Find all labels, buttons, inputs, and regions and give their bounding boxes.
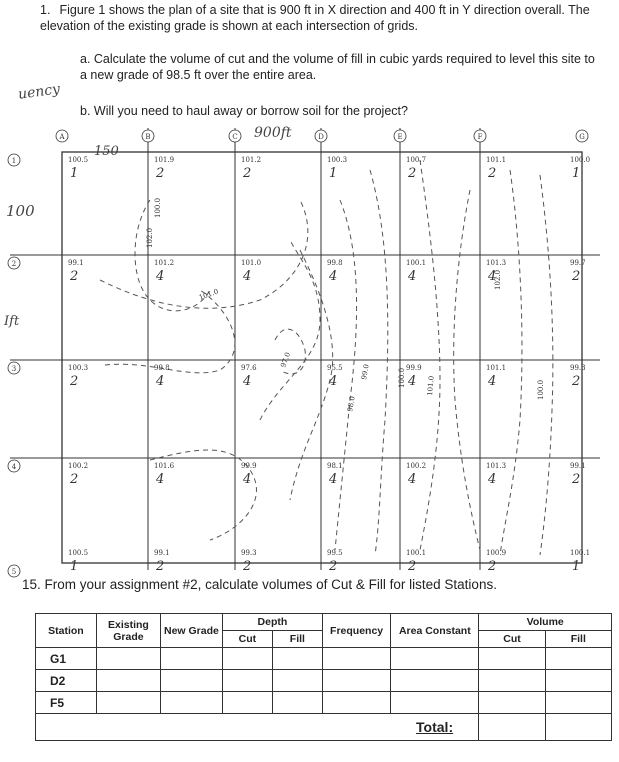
input-cell[interactable] bbox=[391, 648, 479, 670]
elevation-value: 101.0 bbox=[241, 259, 262, 267]
grid-multiplier: 2 bbox=[329, 559, 338, 574]
input-cell[interactable] bbox=[479, 670, 545, 692]
grid-multiplier: 2 bbox=[408, 166, 417, 181]
header-new-grade: New Grade bbox=[160, 614, 222, 648]
column-label: B bbox=[145, 133, 151, 141]
total-fill-cell[interactable] bbox=[545, 714, 611, 741]
grid-multiplier: 1 bbox=[329, 166, 338, 181]
header-station: Station bbox=[36, 614, 97, 648]
total-spacer bbox=[36, 714, 391, 741]
table-row bbox=[36, 692, 612, 714]
grid-multiplier: 2 bbox=[243, 166, 252, 181]
header-volume-cut: Cut bbox=[479, 631, 545, 648]
column-label: C bbox=[232, 133, 238, 141]
elevation-value: 101.9 bbox=[154, 156, 175, 164]
contour-value: 102.0 bbox=[494, 269, 502, 290]
elevation-value: 99.7 bbox=[570, 259, 586, 267]
contour-value: 98.0 bbox=[346, 395, 357, 413]
handwritten-900ft: 900ft bbox=[254, 125, 292, 141]
question-1-number: 1. bbox=[40, 3, 51, 17]
elevation-value: 100.1 bbox=[406, 549, 427, 557]
header-volume-fill: Fill bbox=[545, 631, 611, 648]
handwritten-margin-note: uency bbox=[17, 81, 61, 103]
input-cell[interactable] bbox=[322, 648, 390, 670]
grid-multiplier: 1 bbox=[572, 166, 581, 181]
elevation-value: 100.1 bbox=[406, 259, 427, 267]
grid-multiplier: 4 bbox=[408, 269, 417, 284]
header-depth: Depth bbox=[222, 614, 322, 631]
row-label: 5 bbox=[11, 568, 17, 576]
grid-multiplier: 4 bbox=[488, 269, 497, 284]
elevation-value: 99.9 bbox=[241, 462, 257, 470]
header-frequency: Frequency bbox=[322, 614, 390, 648]
row-label: 2 bbox=[11, 260, 17, 268]
input-cell[interactable] bbox=[96, 670, 160, 692]
grid-multiplier: 4 bbox=[329, 374, 338, 389]
contour-value: 97.0 bbox=[279, 351, 293, 369]
contour-line bbox=[275, 329, 305, 374]
site-boundary bbox=[62, 152, 582, 563]
grid-multiplier: 1 bbox=[70, 559, 79, 574]
station-cell: F5 bbox=[36, 692, 97, 714]
handwritten-150: 150 bbox=[94, 144, 119, 159]
grid-multiplier: 1 bbox=[70, 166, 79, 181]
elevation-value: 97.6 bbox=[241, 364, 257, 372]
grid-multiplier: 2 bbox=[572, 269, 581, 284]
grid-multiplier: 2 bbox=[70, 269, 79, 284]
elevation-value: 101.3 bbox=[486, 259, 507, 267]
elevation-value: 99.8 bbox=[327, 259, 343, 267]
grid-multiplier: 4 bbox=[156, 472, 165, 487]
header-existing-grade: Existing Grade bbox=[96, 614, 160, 648]
row-label: 4 bbox=[11, 463, 17, 471]
elevation-value: 101.3 bbox=[486, 462, 507, 470]
input-cell[interactable] bbox=[545, 670, 611, 692]
input-cell[interactable] bbox=[272, 692, 322, 714]
input-cell[interactable] bbox=[272, 670, 322, 692]
row-label: 3 bbox=[11, 365, 17, 373]
input-cell[interactable] bbox=[160, 692, 222, 714]
question-1b: b. Will you need to haul away or borrow soil for the project? bbox=[80, 104, 408, 118]
elevation-value: 100.3 bbox=[327, 156, 348, 164]
table-row bbox=[36, 670, 612, 692]
contour-value: 100.0 bbox=[537, 379, 545, 400]
grid-multiplier: 2 bbox=[243, 559, 252, 574]
input-cell[interactable] bbox=[160, 648, 222, 670]
elevation-value: 100.5 bbox=[68, 156, 89, 164]
elevation-value: 100.2 bbox=[406, 462, 427, 470]
contour-line bbox=[540, 175, 553, 555]
input-cell[interactable] bbox=[96, 692, 160, 714]
elevation-value: 101.2 bbox=[154, 259, 175, 267]
grid-multiplier: 4 bbox=[243, 472, 252, 487]
column-label: F bbox=[477, 133, 483, 141]
table-row-total bbox=[36, 714, 612, 741]
grid-multiplier: 4 bbox=[156, 374, 165, 389]
contour-value: 100.0 bbox=[154, 197, 162, 218]
input-cell[interactable] bbox=[322, 692, 390, 714]
elevation-value: 99.8 bbox=[154, 364, 170, 372]
elevation-value: 100.5 bbox=[68, 549, 89, 557]
grid-multiplier: 2 bbox=[70, 472, 79, 487]
input-cell[interactable] bbox=[479, 692, 545, 714]
elevation-value: 100.2 bbox=[68, 462, 89, 470]
grid-multiplier: 4 bbox=[156, 269, 165, 284]
contour-line bbox=[335, 200, 357, 550]
grid-lines bbox=[8, 128, 600, 577]
elevation-value: 101.1 bbox=[486, 364, 507, 372]
station-cell: G1 bbox=[36, 648, 97, 670]
elevation-value: 100.0 bbox=[570, 156, 591, 164]
header-volume: Volume bbox=[479, 614, 612, 631]
contour-line bbox=[420, 160, 440, 550]
elevation-value: 99.5 bbox=[327, 549, 343, 557]
elevation-value: 99.3 bbox=[241, 549, 257, 557]
question-15: 15. From your assignment #2, calculate volumes of Cut & Fill for listed Stations. bbox=[22, 577, 497, 592]
input-cell[interactable] bbox=[391, 692, 479, 714]
elevation-value: 99.3 bbox=[570, 364, 586, 372]
header-depth-fill: Fill bbox=[272, 631, 322, 648]
grid-multiplier: 2 bbox=[156, 559, 165, 574]
elevation-value: 100.1 bbox=[570, 549, 591, 557]
elevation-value: 99.1 bbox=[154, 549, 170, 557]
grid-multiplier: 4 bbox=[329, 269, 338, 284]
elevation-labels bbox=[68, 156, 590, 574]
contour-value-labels bbox=[146, 198, 545, 412]
contour-line bbox=[454, 190, 480, 550]
input-cell[interactable] bbox=[545, 692, 611, 714]
grid-multiplier: 4 bbox=[329, 472, 338, 487]
contour-line bbox=[370, 170, 388, 555]
row-label: 1 bbox=[11, 157, 17, 165]
elevation-value: 101.1 bbox=[486, 156, 507, 164]
grid-multiplier: 2 bbox=[488, 559, 497, 574]
elevation-value: 99.1 bbox=[570, 462, 586, 470]
grid-multiplier: 4 bbox=[488, 472, 497, 487]
handwritten-100: 100 bbox=[6, 202, 35, 220]
contour-value: 102.0 bbox=[146, 227, 154, 248]
question-1-text: Figure 1 shows the plan of a site that is 900 ft in X direction and 400 ft in Y direction overall. The elevation of the existing grade is shown at each intersection of grids. bbox=[40, 3, 590, 33]
input-cell[interactable] bbox=[160, 670, 222, 692]
column-label: D bbox=[318, 133, 324, 141]
grid-multiplier: 2 bbox=[156, 166, 165, 181]
contour-lines bbox=[100, 160, 553, 555]
question-1a: a. Calculate the volume of cut and the volume of fill in cubic yards required to level this site to a new grade of 98.5 ft over the entire area. bbox=[80, 52, 595, 82]
grid-multiplier: 2 bbox=[488, 166, 497, 181]
column-label: G bbox=[579, 133, 585, 141]
handwritten-ift: Ift bbox=[4, 314, 20, 329]
grid-multiplier: 2 bbox=[70, 374, 79, 389]
input-cell[interactable] bbox=[222, 670, 272, 692]
input-cell[interactable] bbox=[222, 648, 272, 670]
contour-line bbox=[500, 170, 522, 555]
elevation-value: 101.2 bbox=[241, 156, 262, 164]
contour-value: 100.0 bbox=[398, 367, 406, 388]
contour-value: 101.0 bbox=[197, 287, 220, 302]
elevation-value: 100.7 bbox=[406, 156, 427, 164]
input-cell[interactable] bbox=[391, 670, 479, 692]
elevation-value: 99.1 bbox=[68, 259, 84, 267]
elevation-value: 98.1 bbox=[327, 462, 343, 470]
input-cell[interactable] bbox=[272, 648, 322, 670]
grid-multiplier: 2 bbox=[572, 472, 581, 487]
grid-multiplier: 4 bbox=[488, 374, 497, 389]
column-label: E bbox=[397, 133, 403, 141]
contour-value: 101.0 bbox=[426, 375, 436, 397]
grid-multiplier: 2 bbox=[408, 559, 417, 574]
input-cell[interactable] bbox=[96, 648, 160, 670]
station-cell: D2 bbox=[36, 670, 97, 692]
elevation-value: 99.9 bbox=[406, 364, 422, 372]
grid-multiplier: 4 bbox=[408, 374, 417, 389]
grid-multiplier: 1 bbox=[572, 559, 581, 574]
elevation-value: 101.6 bbox=[154, 462, 175, 470]
header-area-constant: Area Constant bbox=[391, 614, 479, 648]
elevation-value: 95.5 bbox=[327, 364, 343, 372]
input-cell[interactable] bbox=[222, 692, 272, 714]
header-depth-cut: Cut bbox=[222, 631, 272, 648]
elevation-value: 100.9 bbox=[486, 549, 507, 557]
column-label: A bbox=[59, 133, 65, 141]
grid-multiplier: 4 bbox=[408, 472, 417, 487]
grid-multiplier: 4 bbox=[243, 374, 252, 389]
contour-line bbox=[260, 240, 320, 420]
input-cell[interactable] bbox=[322, 670, 390, 692]
cut-fill-table bbox=[35, 613, 612, 741]
total-label: Total: bbox=[391, 714, 479, 741]
elevation-value: 100.3 bbox=[68, 364, 89, 372]
grid-multiplier: 2 bbox=[572, 374, 581, 389]
input-cell[interactable] bbox=[479, 648, 545, 670]
total-cut-cell[interactable] bbox=[479, 714, 545, 741]
input-cell[interactable] bbox=[545, 648, 611, 670]
table-row bbox=[36, 648, 612, 670]
contour-value: 99.0 bbox=[360, 363, 371, 381]
grid-multiplier: 4 bbox=[243, 269, 252, 284]
